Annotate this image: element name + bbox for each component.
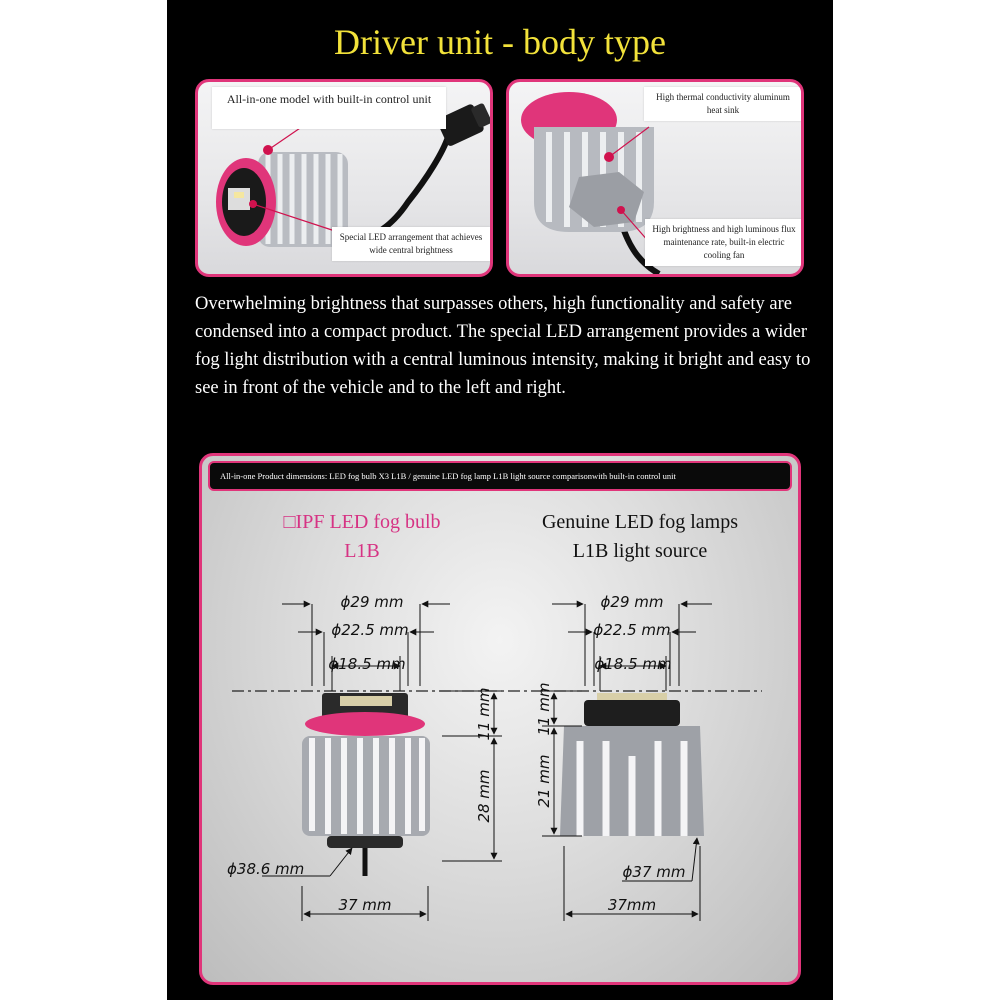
- left-product-title-line2: L1B: [344, 540, 380, 562]
- dimension-header: All-in-one Product dimensions: LED fog bulb X3 L1B / genuine LED fog lamp L1B light source comparisonwith built-in control unit: [208, 461, 792, 491]
- callout-cooling-fan: High brightness and high luminous flux maintenance rate, built-in electric cooling fan: [645, 219, 803, 266]
- page-title: Driver unit - body type: [334, 22, 666, 62]
- right-height-body-label: 21 mm: [535, 754, 553, 808]
- right-dia-mid-label: ϕ22.5 mm: [593, 621, 671, 639]
- right-dia-outer-label: ϕ29 mm: [600, 593, 664, 611]
- left-dia-mid-label: ϕ22.5 mm: [331, 621, 409, 639]
- right-width-label: 37mm: [607, 896, 657, 914]
- left-dia-body-label: ϕ38.6 mm: [227, 860, 305, 878]
- dimension-drawing: [202, 456, 798, 982]
- photo-card-right: [506, 79, 804, 277]
- callout-heat-sink: High thermal conductivity aluminum heat sink: [644, 87, 802, 121]
- right-product-title-line2: L1B light source: [572, 540, 708, 562]
- right-height-top-label: 11 mm: [535, 682, 553, 736]
- photo-card-left: [195, 79, 493, 277]
- right-bulb-drawing: [560, 693, 704, 836]
- left-product-title-line1: □IPF LED fog bulb: [283, 511, 441, 533]
- dimension-comparison-card: [199, 453, 801, 985]
- left-height-body-label: 28 mm: [475, 769, 493, 823]
- product-page: [167, 0, 833, 1000]
- left-width-label: 37 mm: [338, 896, 392, 914]
- right-dia-body-label: ϕ37 mm: [622, 863, 686, 881]
- right-dia-inner-label: ϕ18.5 mm: [594, 655, 672, 673]
- product-description: Overwhelming brightness that surpasses others, high functionality and safety are condensed into a compact product. The special LED arrangement provides a wider fog light distribution with a central luminous intensity, making it bright and easy to see in front of the vehicle and to the left and right.: [195, 294, 811, 398]
- left-dia-outer-label: ϕ29 mm: [340, 593, 404, 611]
- left-dia-inner-label: ϕ18.5 mm: [328, 655, 406, 673]
- left-height-top-label: 11 mm: [475, 687, 493, 741]
- callout-built-in-control: All-in-one model with built-in control unit: [212, 87, 446, 129]
- left-bulb-drawing: [302, 693, 430, 876]
- right-product-title-line1: Genuine LED fog lamps: [541, 511, 739, 533]
- callout-led-arrangement: Special LED arrangement that achieves wide central brightness: [332, 227, 490, 261]
